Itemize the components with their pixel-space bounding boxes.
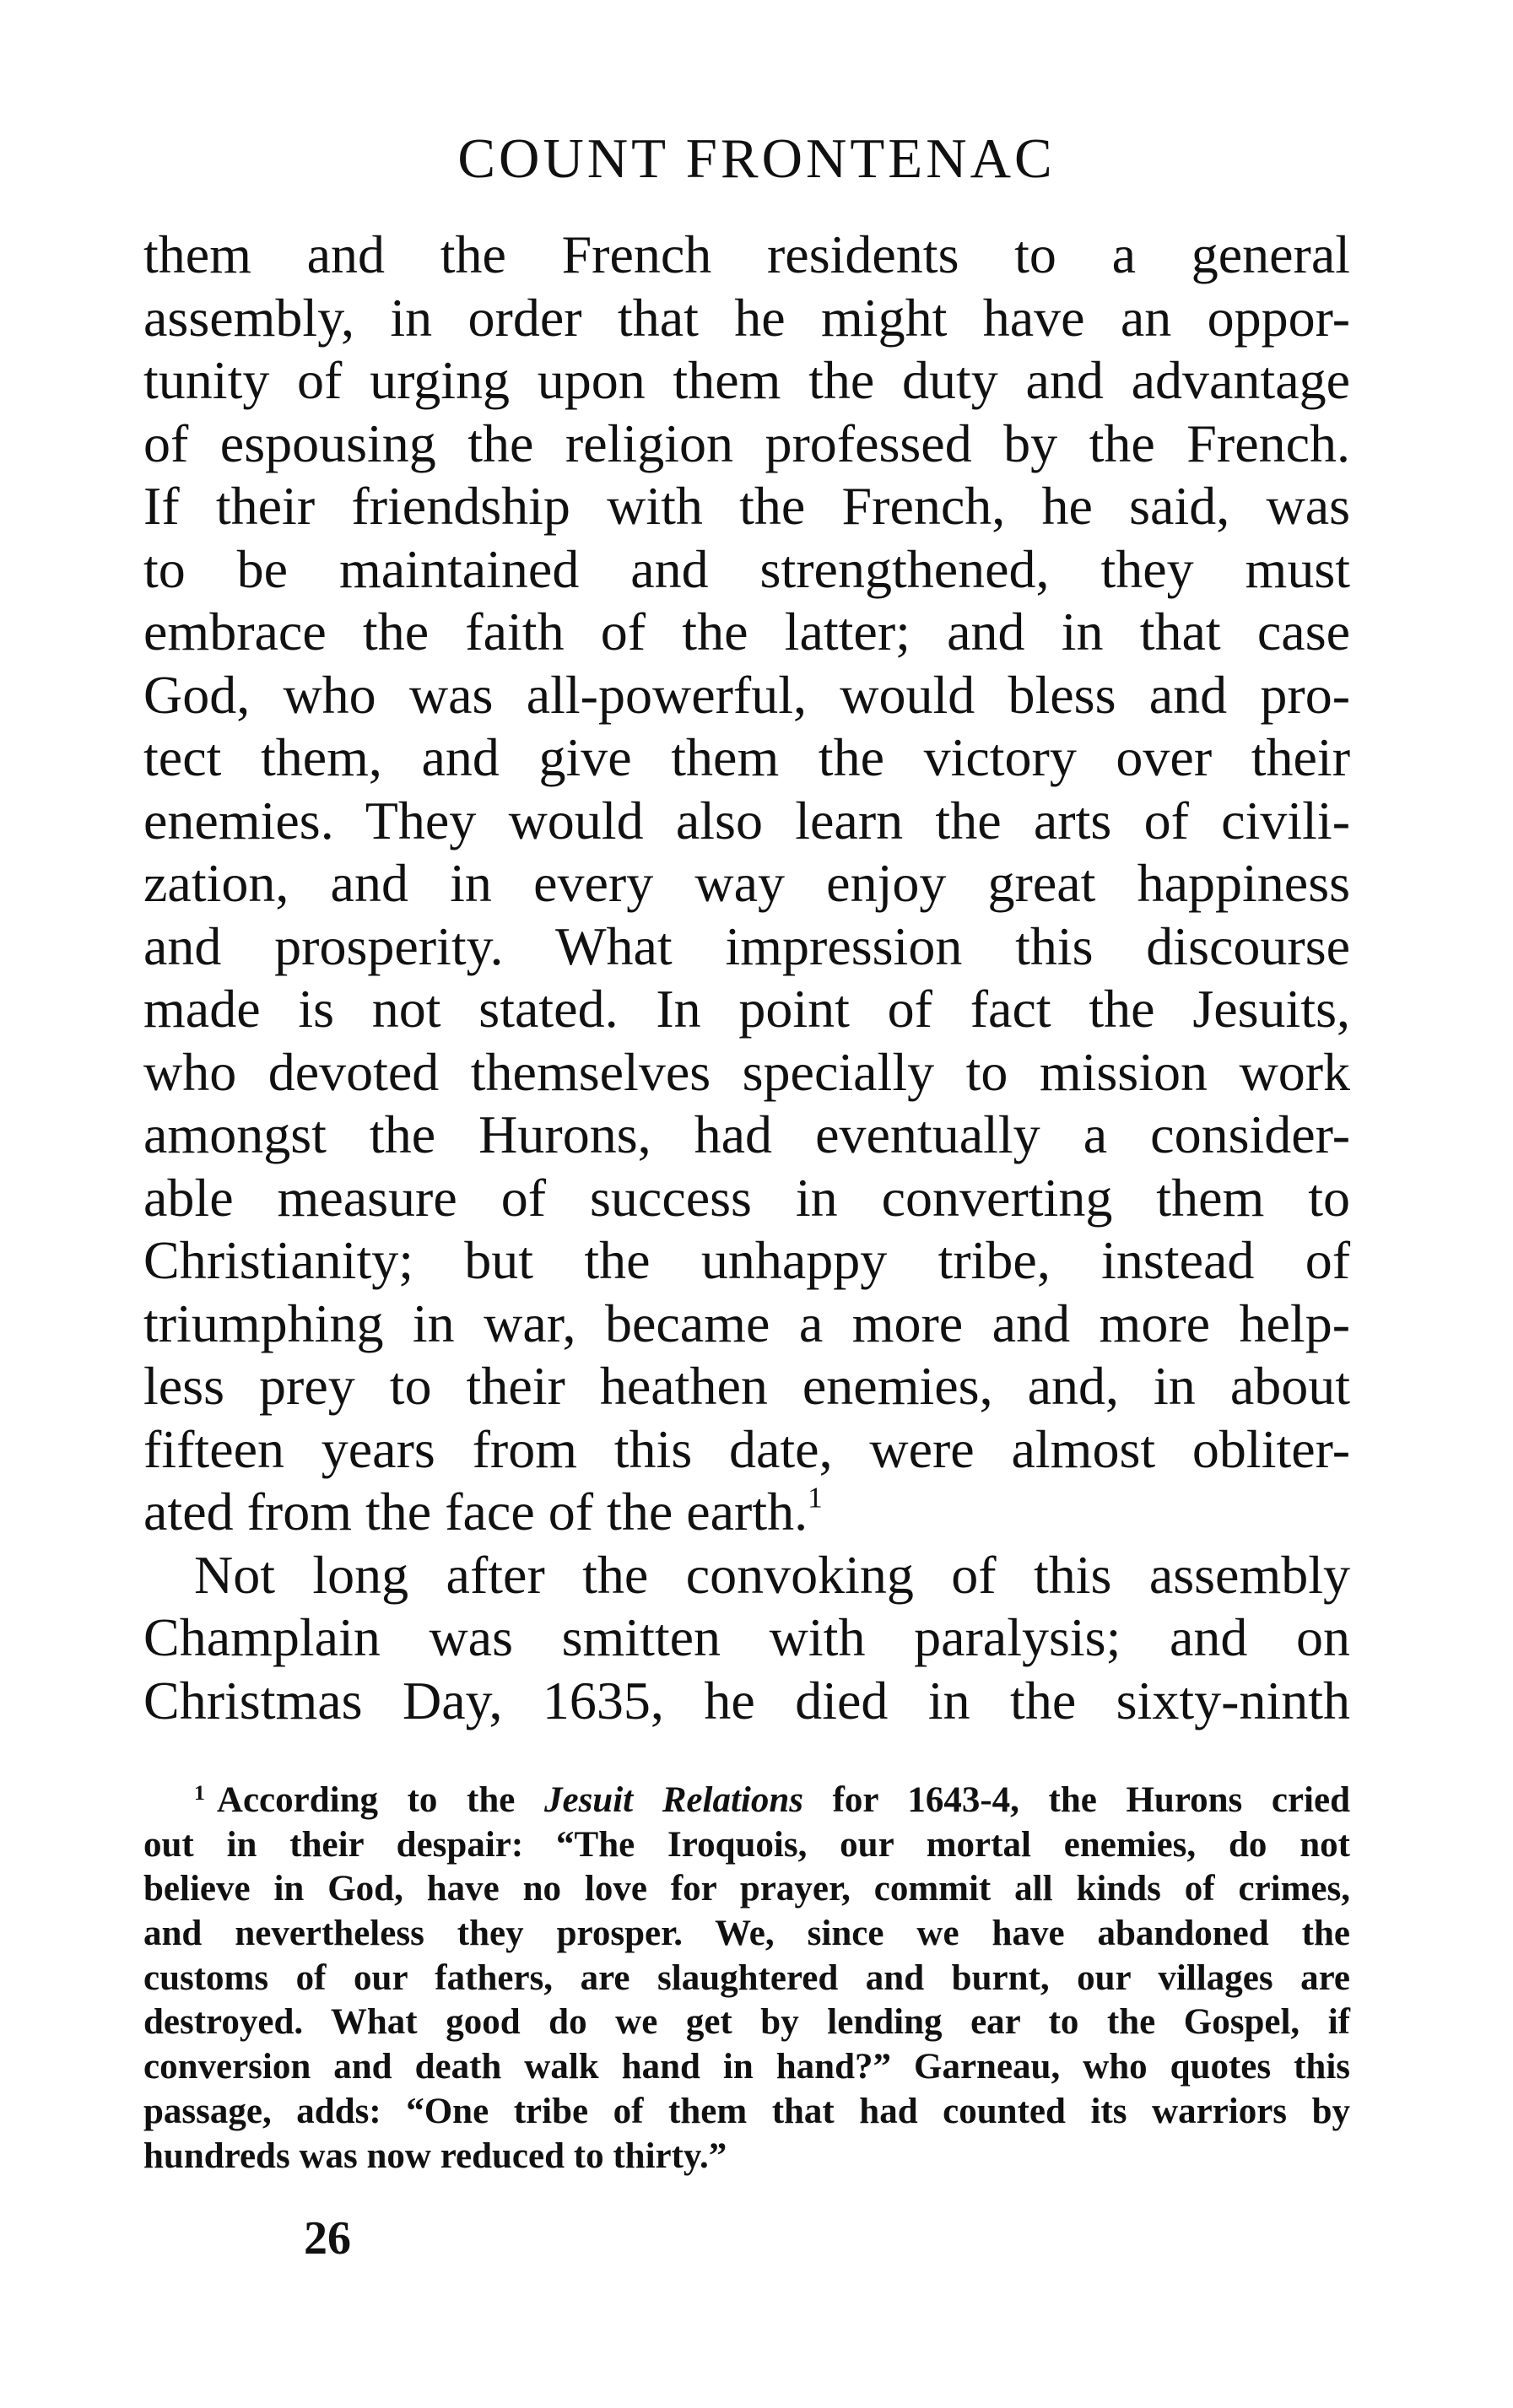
- footnote-line: believe in God, have no love for prayer, commit all kinds of crimes,: [143, 1869, 1350, 1909]
- footnote-text: for 1643-4, the Hurons cried: [802, 1780, 1351, 1820]
- text-line: enemies. They would also learn the arts of civili-: [143, 790, 1350, 850]
- text-line: triumphing in war, became a more and more help-: [143, 1293, 1350, 1353]
- text-line: Christmas Day, 1635, he died in the sixty-ninth: [143, 1670, 1350, 1730]
- page-number: 26: [304, 2212, 351, 2265]
- text-line: less prey to their heathen enemies, and, in about: [143, 1356, 1350, 1416]
- footnote-line: destroyed. What good do we get by lending ear to the Gospel, if: [143, 2002, 1350, 2043]
- footnote-text: According to the: [216, 1780, 544, 1820]
- footnote-marker: 1: [194, 1779, 205, 1805]
- footnote-line: customs of our fathers, are slaughtered and burnt, our villages are: [143, 1957, 1350, 1998]
- text-line: amongst the Hurons, had eventually a consider-: [143, 1104, 1350, 1164]
- footnote-title-italic: Jesuit Relations: [543, 1780, 803, 1820]
- text-line: tunity of urging upon them the duty and advantage: [143, 350, 1350, 410]
- running-head: COUNT FRONTENAC: [457, 127, 1056, 190]
- text-line: them and the French residents to a general: [143, 224, 1350, 284]
- text-line: assembly, in order that he might have an oppor-: [143, 287, 1350, 348]
- main-text: [143, 224, 1350, 1732]
- text-line: tect them, and give them the victory over their: [143, 727, 1350, 787]
- text-line: embrace the faith of the latter; and in that case: [143, 602, 1350, 661]
- text-line: [143, 1481, 1350, 1544]
- footnote-line: and nevertheless they prosper. We, since we have abandoned the: [143, 1914, 1350, 1954]
- text-line: fifteen years from this date, were almost obliter-: [143, 1418, 1350, 1479]
- footnote: [143, 1779, 1350, 2179]
- text-line: of espousing the religion professed by the French.: [143, 413, 1350, 473]
- text-line: zation, and in every way enjoy great happiness: [143, 853, 1350, 913]
- footnote-line: out in their despair: “The Iroquois, our mortal enemies, do not: [143, 1824, 1350, 1865]
- text-line: If their friendship with the French, he said, was: [143, 476, 1350, 536]
- text-line: Champlain was smitten with paralysis; and on: [143, 1607, 1350, 1667]
- text-line: able measure of success in converting them to: [143, 1167, 1350, 1228]
- footnote-line: conversion and death walk hand in hand?” Garneau, who quotes this: [143, 2047, 1350, 2087]
- text-line: to be maintained and strengthened, they must: [143, 538, 1350, 599]
- text-line: and prosperity. What impression this discourse: [143, 915, 1350, 976]
- footnote-line: passage, adds: “One tribe of them that had counted its warriors by: [143, 2091, 1350, 2131]
- text-line-content: ated from the face of the earth.: [143, 1482, 808, 1541]
- text-line: made is not stated. In point of fact the Jesuits,: [143, 979, 1350, 1039]
- footnote-line: [143, 1779, 1350, 1823]
- footnote-reference: 1: [808, 1481, 823, 1514]
- text-line: who devoted themselves specially to mission work: [143, 1041, 1350, 1102]
- footnote-line: hundreds was now reduced to thirty.”: [143, 2135, 727, 2176]
- text-line: Christianity; but the unhappy tribe, instead of: [143, 1230, 1350, 1290]
- text-line: Not long after the convoking of this assembly: [194, 1544, 1350, 1605]
- text-line: God, who was all-powerful, would bless and pro-: [143, 664, 1350, 725]
